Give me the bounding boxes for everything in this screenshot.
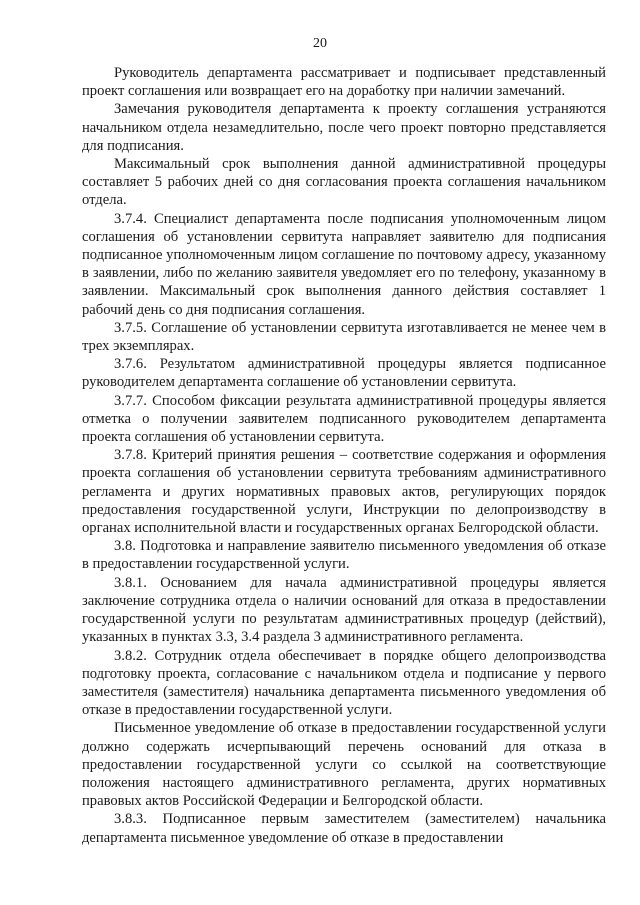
document-body (82, 64, 606, 847)
paragraph: 3.8. Подготовка и направление заявителю письменного уведомления об отказе в предоставлении государственной услуги. (82, 538, 606, 573)
paragraph: Руководитель департамента рассматривает и подписывает представленный проект соглашения или возвращает его на доработку при наличии замечаний. (82, 65, 606, 100)
paragraph: 3.8.3. Подписанное первым заместителем (заместителем) начальника департамента письменное уведомление об отказе в предоставлении (82, 811, 606, 846)
paragraph: Замечания руководителя департамента к проекту соглашения устраняются начальником отдела незамедлительно, после чего проект повторно представляется для подписания. (82, 101, 606, 154)
paragraph: Максимальный срок выполнения данной административной процедуры составляет 5 рабочих дней со дня согласования проекта соглашения начальником отдела. (82, 156, 606, 209)
paragraph: 3.8.2. Сотрудник отдела обеспечивает в порядке общего делопроизводства подготовку проекта, согласование с начальником отдела и подписание у первого заместителя (заместителя) начальника департамента письменного уведомления об отказе в предоставлении государственной услуги. (82, 647, 606, 719)
paragraph: 3.8.1. Основанием для начала административной процедуры является заключение сотрудника отдела о наличии оснований для отказа в предоставлении государственной услуги по результатам административных процедур (действий), указанных в пунктах 3.3, 3.4 раздела 3 административного регламента. (82, 574, 606, 646)
paragraph: 3.7.6. Результатом административной процедуры является подписанное руководителем департамента соглашение об установлении сервитута. (82, 356, 606, 391)
page-number: 20 (313, 36, 327, 51)
paragraph: 3.7.5. Соглашение об установлении сервитута изготавливается не менее чем в трех экземплярах. (82, 319, 606, 355)
paragraph: 3.7.7. Способом фиксации результата административной процедуры является отметка о получении заявителем подписанного руководителем департамента проекта соглашения об установлении сервитута. (82, 392, 606, 446)
paragraph: Письменное уведомление об отказе в предоставлении государственной услуги должно содержать исчерпывающий перечень оснований для отказа в предоставлении государственной услуги со ссылкой на соответствующие положения настоящего административного регламента, других нормативных правовых актов Российской Федерации и Белгородской области. (82, 720, 606, 810)
paragraph: 3.7.4. Специалист департамента после подписания уполномоченным лицом соглашения об установлении сервитута направляет заявителю для подписания подписанное уполномоченным лицом соглашение по почтовому адресу, указанному в заявлении, либо по желанию заявителя уведомляет его по телефону, указанному в заявлении. Максимальный срок выполнения данного действия составляет 1 рабочий день со дня подписания соглашения. (82, 210, 606, 318)
paragraph: 3.7.8. Критерий принятия решения – соответствие содержания и оформления проекта соглашения об установлении сервитута требованиям административного регламента и других нормативных правовых актов, регулирующих порядок предоставления государственной услуги, Инструкции по делопроизводству в органах исполнительной власти и государственных органах Белгородской области. (82, 447, 606, 537)
